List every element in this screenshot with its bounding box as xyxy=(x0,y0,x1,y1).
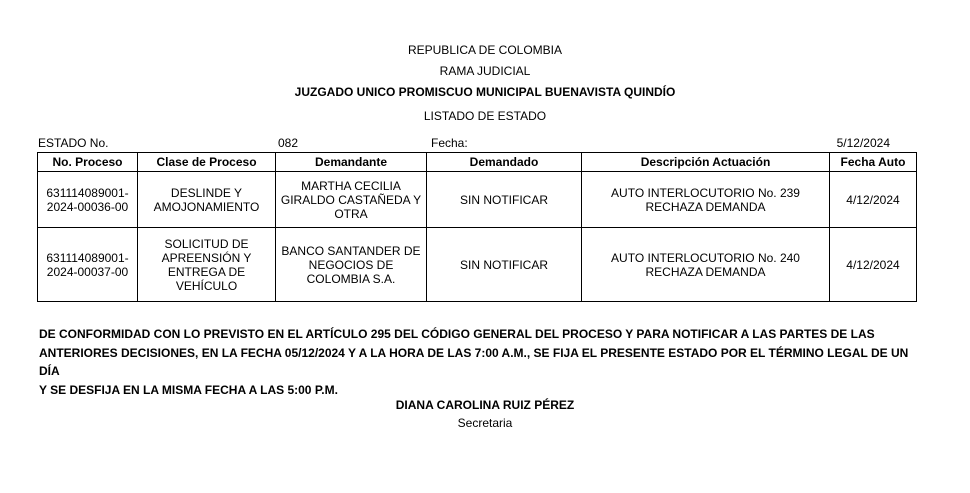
cell-descripcion: AUTO INTERLOCUTORIO No. 239 RECHAZA DEMANDA xyxy=(582,172,830,228)
cell-fecha: 4/12/2024 xyxy=(830,172,917,228)
cell-demandante: MARTHA CECILIA GIRALDO CASTAÑEDA Y OTRA xyxy=(276,172,427,228)
notice-line: Y SE DESFIJA EN LA MISMA FECHA A LAS 5:00 P.M. xyxy=(39,382,338,397)
cell-proceso: 631114089001-2024-00036-00 xyxy=(38,172,138,228)
fecha-label: Fecha: xyxy=(431,136,468,150)
header-demandado: Demandado xyxy=(427,153,582,172)
cell-descripcion: AUTO INTERLOCUTORIO No. 240 RECHAZA DEMANDA xyxy=(582,228,830,302)
table-row xyxy=(38,172,917,228)
table-header-row xyxy=(38,153,917,172)
cell-clase: SOLICITUD DE APREENSIÓN Y ENTREGA DE VEHÍCULO xyxy=(138,228,276,302)
notice-line: DE CONFORMIDAD CON LO PREVISTO EN EL ARTÍCULO 295 DEL CÓDIGO GENERAL DEL PROCESO Y PARA NOTIFICAR A LAS PARTES DE LAS xyxy=(39,327,875,341)
header-descripcion: Descripción Actuación xyxy=(582,153,830,172)
cell-demandado: SIN NOTIFICAR xyxy=(427,228,582,302)
estado-table xyxy=(37,152,917,302)
estado-info-row xyxy=(38,136,916,150)
cell-fecha: 4/12/2024 xyxy=(830,228,917,302)
header-fecha-auto: Fecha Auto xyxy=(830,153,917,172)
signer-title: Secretaria xyxy=(457,416,513,430)
header-no-proceso: No. Proceso xyxy=(38,153,138,172)
cell-clase: DESLINDE Y AMOJONAMIENTO xyxy=(138,172,276,228)
header-rama-judicial: RAMA JUDICIAL xyxy=(439,64,531,78)
notice-paragraph xyxy=(39,325,919,399)
cell-demandante: BANCO SANTANDER DE NEGOCIOS DE COLOMBIA S.A. xyxy=(276,228,427,302)
estado-number: 082 xyxy=(278,136,299,150)
signer-name: DIANA CAROLINA RUIZ PÉREZ xyxy=(395,398,575,412)
cell-proceso: 631114089001-2024-00037-00 xyxy=(38,228,138,302)
notice-line: ANTERIORES DECISIONES, EN LA FECHA 05/12/2024 Y A LA HORA DE LAS 7:00 A.M., SE FIJA EL PRESENTE ESTADO POR EL TÉRMINO LEGAL DE UN DÍA xyxy=(39,345,909,378)
header-demandante: Demandante xyxy=(276,153,427,172)
header-clase-proceso: Clase de Proceso xyxy=(138,153,276,172)
header-republica: REPUBLICA DE COLOMBIA xyxy=(407,43,563,57)
header-listado: LISTADO DE ESTADO xyxy=(423,109,547,123)
fecha-value: 5/12/2024 xyxy=(836,136,890,150)
table-row xyxy=(38,228,917,302)
cell-demandado: SIN NOTIFICAR xyxy=(427,172,582,228)
header-juzgado: JUZGADO UNICO PROMISCUO MUNICIPAL BUENAVISTA QUINDÍO xyxy=(294,85,676,99)
estado-label: ESTADO No. xyxy=(38,136,109,150)
